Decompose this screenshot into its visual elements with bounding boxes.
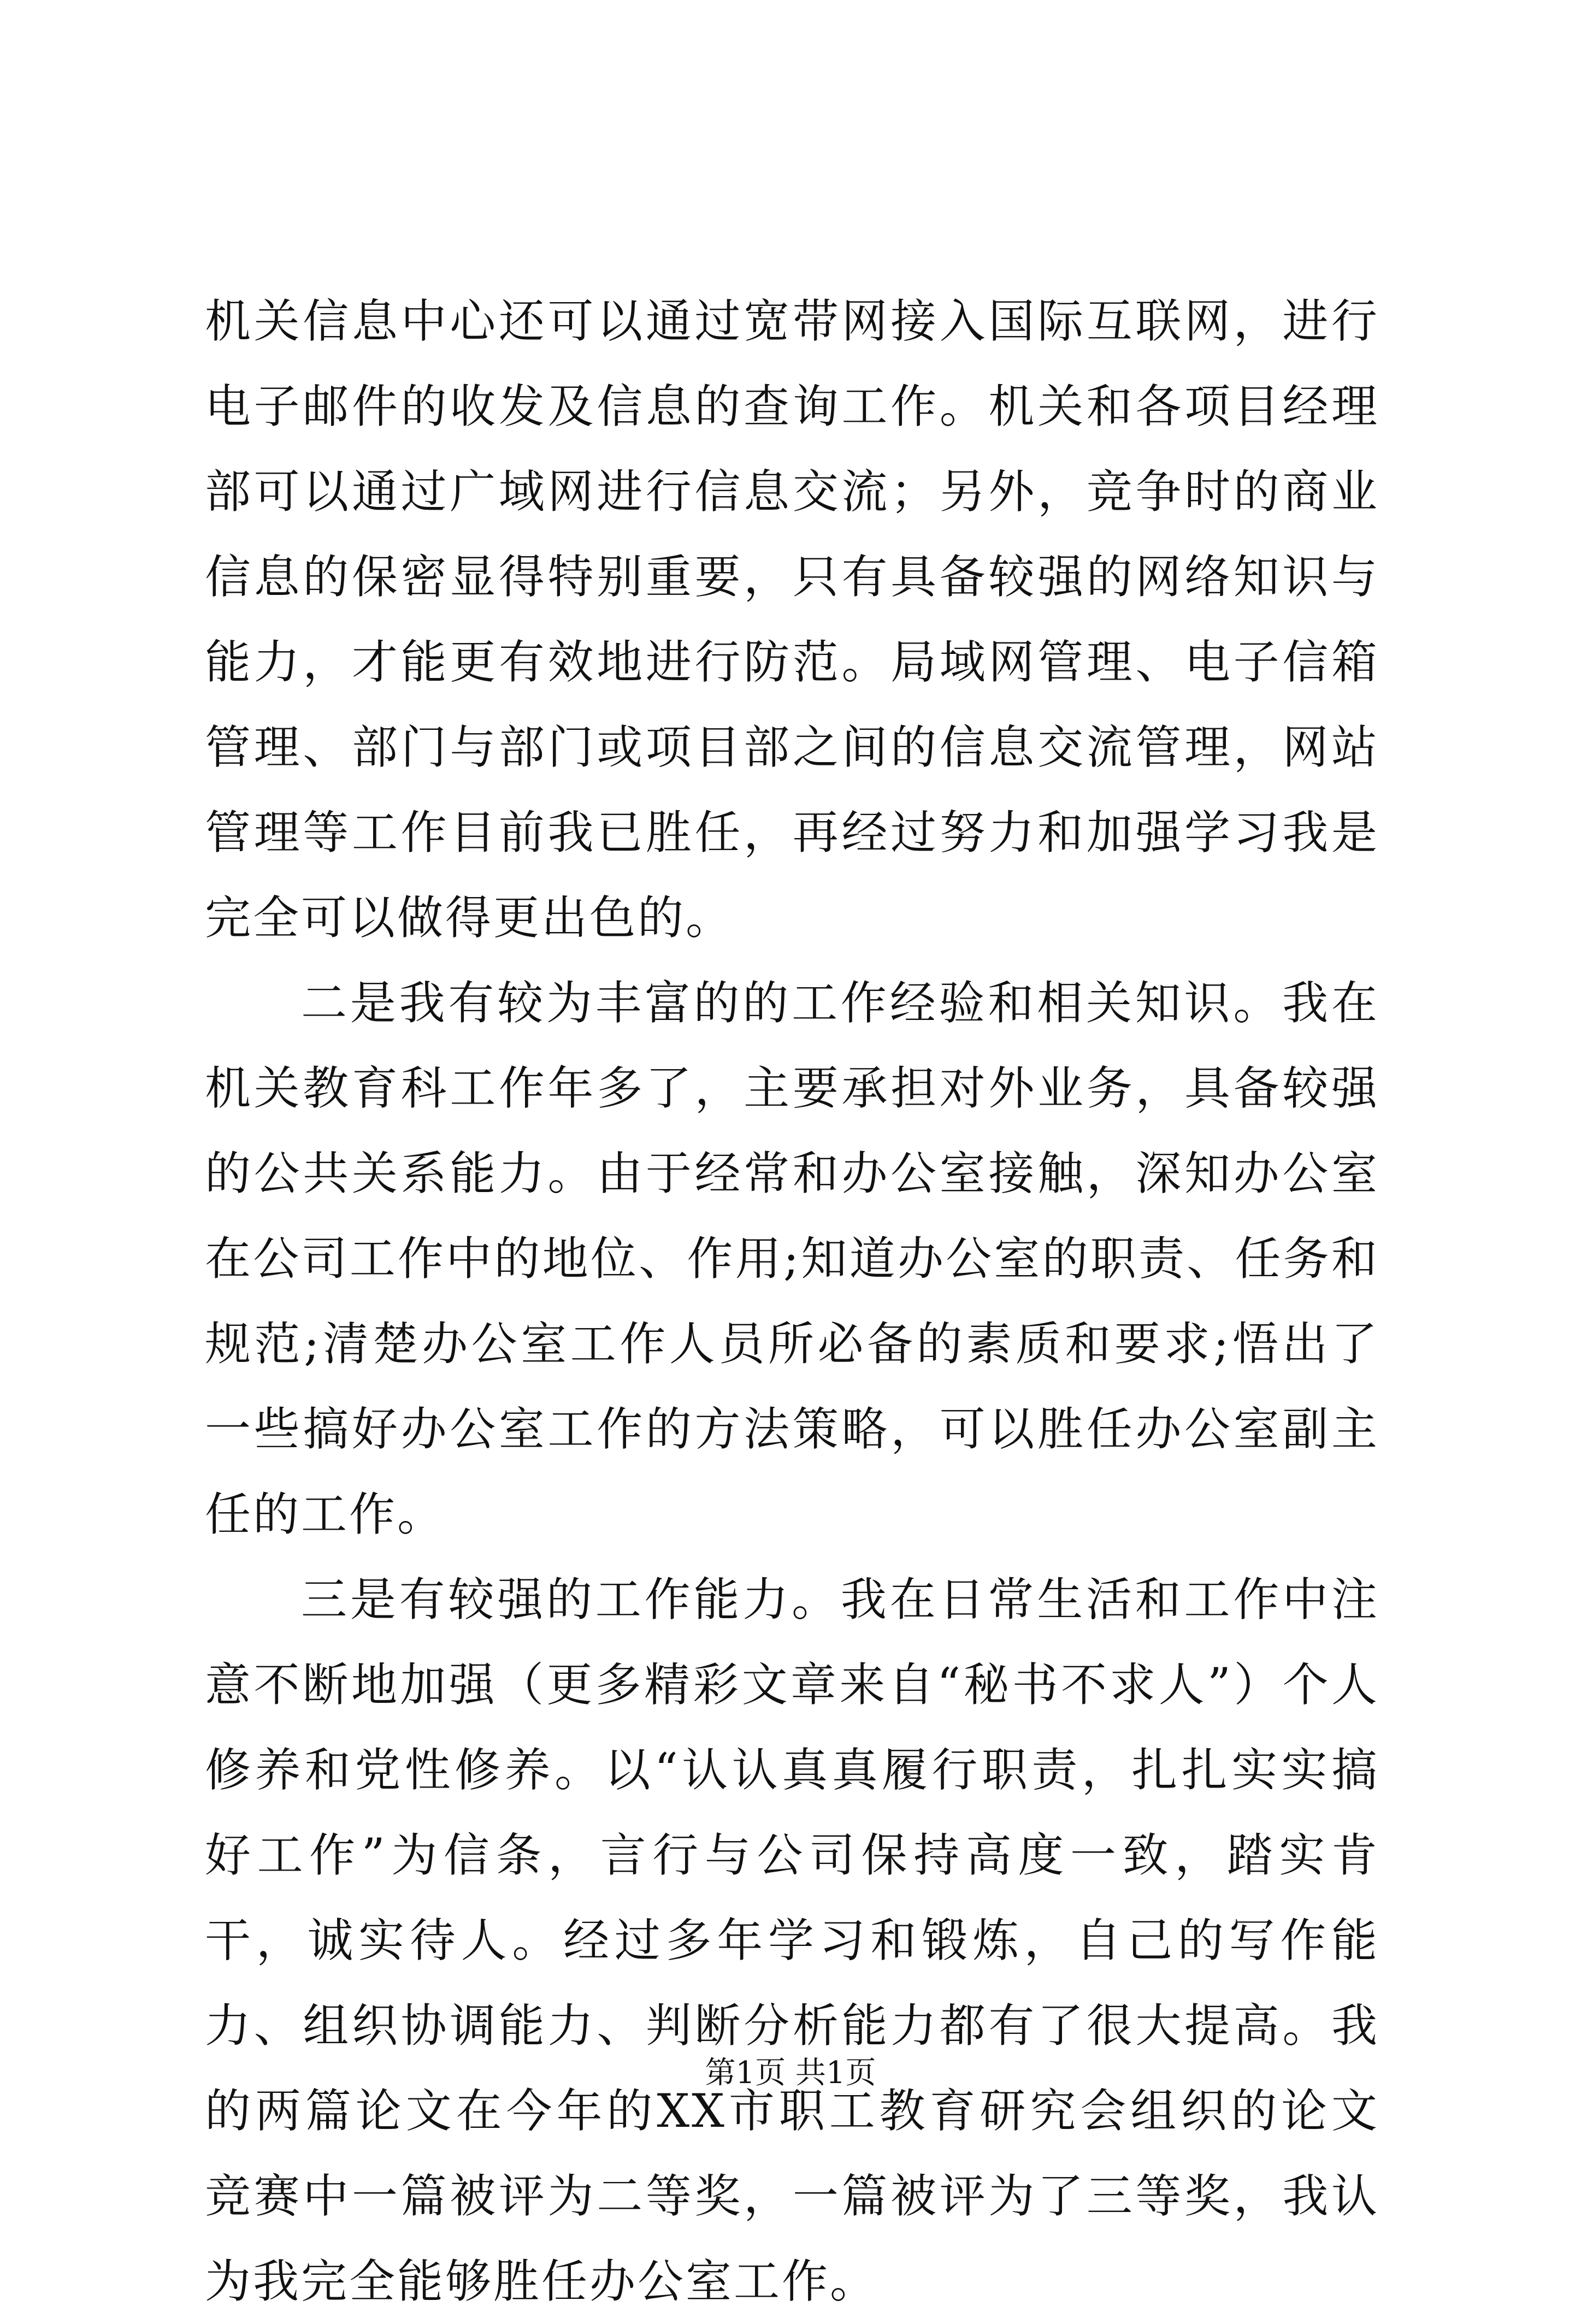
page-footer: 第1页 共1页	[705, 2055, 876, 2091]
paragraph-2: 二是我有较为丰富的的工作经验和相关知识。我在机关教育科工作年多了，主要承担对外业务，具备较强的公共关系能力。由于经常和办公室接触，深知办公室在公司工作中的地位、作用;知道办公室的职责、任务和规范;清楚办公室工作人员所必备的素质和要求;悟出了一些搞好办公室工作的方法策略，可以胜任办公室副主任的工作。	[205, 976, 1379, 1541]
document-body	[205, 279, 1379, 2324]
paragraph-1: 机关信息中心还可以通过宽带网接入国际互联网，进行电子邮件的收发及信息的查询工作。机关和各项目经理部可以通过广域网进行信息交流；另外，竞争时的商业信息的保密显得特别重要，只有具备较强的网络知识与能力，才能更有效地进行防范。局域网管理、电子信箱管理、部门与部门或项目部之间的信息交流管理，网站管理等工作目前我已胜任，再经过努力和加强学习我是完全可以做得更出色的。	[205, 294, 1379, 945]
paragraph-3: 三是有较强的工作能力。我在日常生活和工作中注意不断地加强（更多精彩文章来自“秘书不求人”）个人修养和党性修养。以“认认真真履行职责，扎扎实实搞好工作”为信条，言行与公司保持高度一致，踏实肯干，诚实待人。经过多年学习和锻炼，自己的写作能力、组织协调能力、判断分析能力都有了很大提高。我的两篇论文在今年的XX市职工教育研究会组织的论文竞赛中一篇被评为二等奖，一篇被评为了三等奖，我认为我完全能够胜任办公室工作。	[205, 1573, 1379, 2308]
